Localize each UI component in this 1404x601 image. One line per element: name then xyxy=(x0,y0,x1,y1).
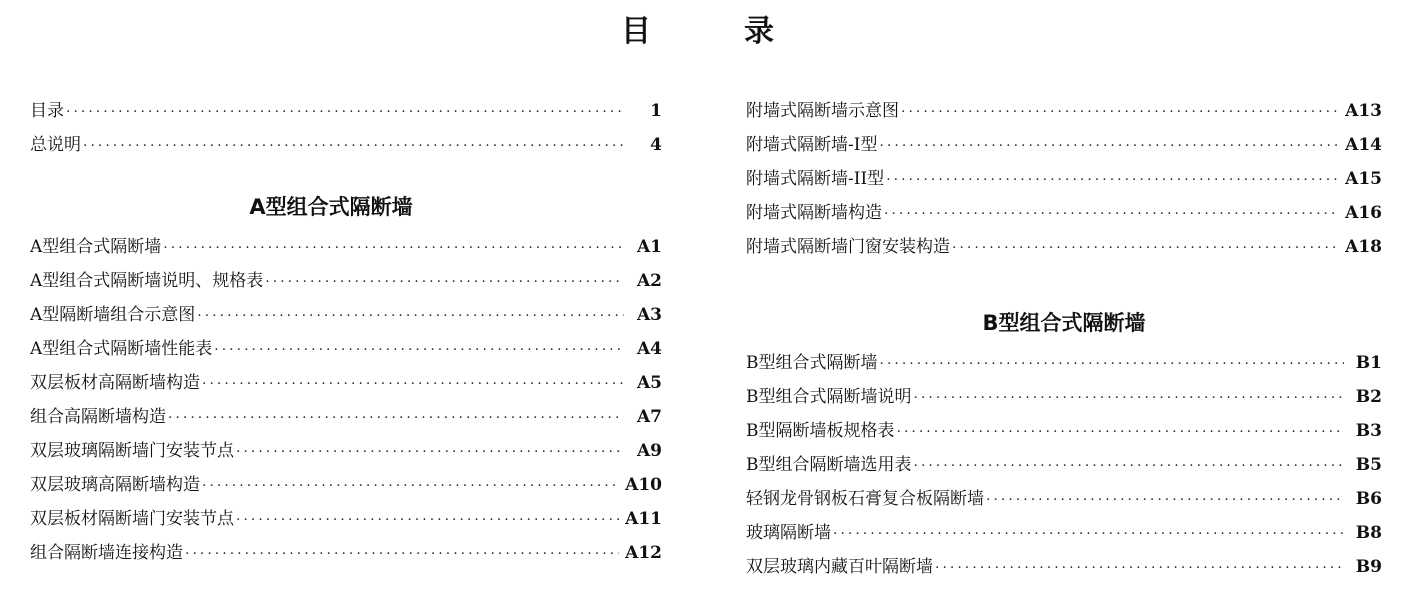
toc-entry xyxy=(746,448,1382,482)
dot-leader xyxy=(879,129,1339,162)
entry-title: 玻璃隔断墙 xyxy=(746,523,831,543)
toc-entry xyxy=(30,298,662,332)
toc-entry xyxy=(746,230,1382,264)
dot-leader xyxy=(163,231,624,264)
toc-right-column xyxy=(746,94,1382,584)
toc-entry xyxy=(30,128,662,162)
entry-title: 双层玻璃高隔断墙构造 xyxy=(30,475,200,495)
entry-title: 附墙式隔断墙构造 xyxy=(746,203,882,223)
dot-leader xyxy=(236,435,624,468)
dot-leader xyxy=(202,469,619,502)
toc-entry xyxy=(746,380,1382,414)
dot-leader xyxy=(914,381,1345,414)
toc-left-column xyxy=(30,94,662,570)
toc-entry xyxy=(746,346,1382,380)
toc-entry xyxy=(30,94,662,128)
entry-page: B2 xyxy=(1355,387,1382,407)
dot-leader xyxy=(901,95,1339,128)
toc-entry xyxy=(30,230,662,264)
entry-page: B1 xyxy=(1355,353,1382,373)
entry-page: A11 xyxy=(625,509,662,529)
dot-leader xyxy=(886,163,1339,196)
dot-leader xyxy=(185,537,619,570)
dot-leader xyxy=(884,197,1339,230)
entry-page: A12 xyxy=(625,543,662,563)
entry-page: A9 xyxy=(636,441,662,461)
toc-entry xyxy=(30,434,662,468)
toc-entry xyxy=(746,550,1382,584)
entry-page: A16 xyxy=(1345,203,1382,223)
toc-entry xyxy=(746,482,1382,516)
toc-entry xyxy=(746,196,1382,230)
section-heading-b: B型组合式隔断墙 xyxy=(982,311,1146,335)
dot-leader xyxy=(935,551,1344,584)
entry-title: 附墙式隔断墙门窗安装构造 xyxy=(746,237,950,257)
entry-page: A1 xyxy=(636,237,662,257)
toc-entry xyxy=(30,332,662,366)
dot-leader xyxy=(236,503,619,536)
dot-leader xyxy=(914,449,1345,482)
entry-page: 1 xyxy=(650,101,662,121)
dot-leader xyxy=(168,401,624,434)
title-char-1: 目 xyxy=(621,14,651,49)
entry-title: 组合高隔断墙构造 xyxy=(30,407,166,427)
entry-page: A15 xyxy=(1345,169,1382,189)
dot-leader xyxy=(66,95,624,128)
toc-entry xyxy=(746,94,1382,128)
entry-title: B型隔断墙板规格表 xyxy=(746,421,895,441)
entry-page: 4 xyxy=(650,135,662,155)
dot-leader xyxy=(197,299,624,332)
dot-leader xyxy=(986,483,1344,516)
entry-page: B5 xyxy=(1355,455,1382,475)
entry-title: 轻钢龙骨钢板石膏复合板隔断墙 xyxy=(746,489,984,509)
entry-page: A7 xyxy=(636,407,662,427)
dot-leader xyxy=(214,333,624,366)
entry-title: A型组合式隔断墙性能表 xyxy=(30,339,213,359)
entry-title: B型组合式隔断墙 xyxy=(746,353,878,373)
entry-page: B6 xyxy=(1355,489,1382,509)
entry-page: B9 xyxy=(1355,557,1382,577)
entry-title: B型组合式隔断墙说明 xyxy=(746,387,912,407)
entry-title: 总说明 xyxy=(30,135,81,155)
toc-entry xyxy=(746,162,1382,196)
toc-entry xyxy=(30,536,662,570)
toc-entry xyxy=(746,414,1382,448)
entry-page: A14 xyxy=(1345,135,1382,155)
dot-leader xyxy=(952,231,1339,264)
entry-title: 双层玻璃内藏百叶隔断墙 xyxy=(746,557,933,577)
entry-page: A18 xyxy=(1345,237,1382,257)
entry-page: A4 xyxy=(636,339,662,359)
entry-title: 组合隔断墙连接构造 xyxy=(30,543,183,563)
toc-entry xyxy=(30,400,662,434)
entry-title: 附墙式隔断墙-I型 xyxy=(746,135,878,155)
entry-title: 双层板材高隔断墙构造 xyxy=(30,373,200,393)
dot-leader xyxy=(833,517,1344,550)
dot-leader xyxy=(897,415,1345,448)
section-heading-a: A型组合式隔断墙 xyxy=(249,195,413,219)
entry-title: 双层板材隔断墙门安装节点 xyxy=(30,509,234,529)
entry-page: A5 xyxy=(636,373,662,393)
entry-title: 目录 xyxy=(30,101,64,121)
entry-title: 双层玻璃隔断墙门安装节点 xyxy=(30,441,234,461)
entry-page: A13 xyxy=(1345,101,1382,121)
toc-entry xyxy=(746,516,1382,550)
entry-title: A型组合式隔断墙说明、规格表 xyxy=(30,271,264,291)
toc-entry xyxy=(30,264,662,298)
entry-title: A型组合式隔断墙 xyxy=(30,237,162,257)
entry-page: A3 xyxy=(636,305,662,325)
entry-title: 附墙式隔断墙示意图 xyxy=(746,101,899,121)
toc-entry xyxy=(30,468,662,502)
entry-page: B8 xyxy=(1355,523,1382,543)
toc-entry xyxy=(30,366,662,400)
entry-page: A10 xyxy=(625,475,662,495)
dot-leader xyxy=(83,129,624,162)
page-title xyxy=(0,12,1404,52)
entry-page: B3 xyxy=(1355,421,1382,441)
dot-leader xyxy=(265,265,624,298)
entry-title: B型组合隔断墙选用表 xyxy=(746,455,912,475)
toc-entry xyxy=(30,502,662,536)
entry-title: A型隔断墙组合示意图 xyxy=(30,305,196,325)
toc-entry xyxy=(746,128,1382,162)
entry-title: 附墙式隔断墙-II型 xyxy=(746,169,885,189)
entry-page: A2 xyxy=(636,271,662,291)
title-char-2: 录 xyxy=(744,14,774,49)
dot-leader xyxy=(880,347,1345,380)
dot-leader xyxy=(202,367,624,400)
